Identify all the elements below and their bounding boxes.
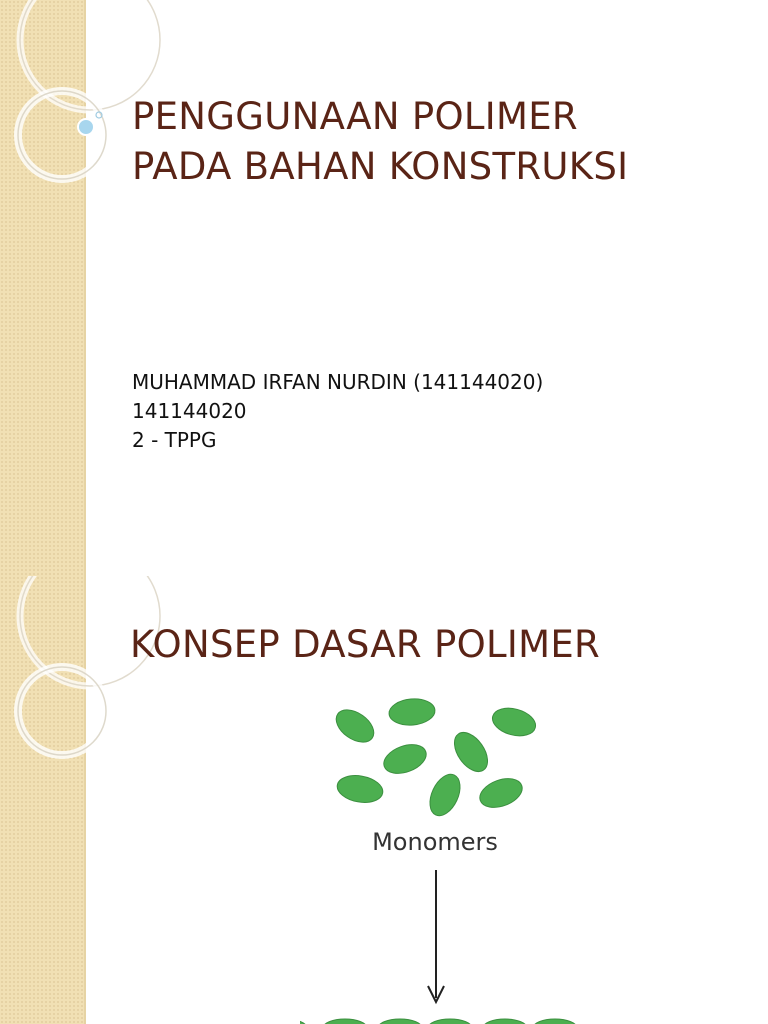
slide-subtitle — [132, 368, 543, 455]
monomer-1 — [330, 703, 379, 748]
slide-title-heading — [132, 92, 628, 192]
polymer-segment-6 — [483, 1019, 527, 1024]
monomer-5 — [448, 727, 495, 778]
polymer-segment-5 — [428, 1019, 472, 1024]
monomer-diagram — [300, 680, 600, 1024]
decorative-rings-icon — [0, 576, 140, 796]
monomer-8 — [476, 773, 526, 812]
monomer-3 — [489, 704, 538, 741]
subtitle-line-id: 141144020 — [132, 399, 247, 423]
slide-heading: KONSEP DASAR POLIMER — [130, 623, 601, 666]
slide-konsep — [0, 576, 768, 1024]
monomer-2 — [388, 697, 436, 727]
subtitle-line-class: 2 - TPPG — [132, 428, 217, 452]
monomer-6 — [335, 772, 385, 806]
title-line-1: PENGGUNAAN POLIMER — [132, 95, 578, 138]
monomer-7 — [424, 770, 466, 821]
subtitle-line-author: MUHAMMAD IRFAN NURDIN (141144020) — [132, 370, 544, 394]
polymer-segment-3 — [323, 1019, 367, 1024]
polymer-segment-4 — [378, 1019, 422, 1024]
arrow-down-icon — [428, 870, 444, 1002]
monomers-label: Monomers — [372, 828, 498, 856]
polymer-segment-7 — [533, 1019, 577, 1024]
monomer-4 — [380, 739, 430, 778]
title-line-2: PADA BAHAN KONSTRUKSI — [132, 145, 629, 188]
polymer-segment-2 — [300, 1019, 307, 1024]
decorative-rings-icon — [0, 0, 140, 220]
